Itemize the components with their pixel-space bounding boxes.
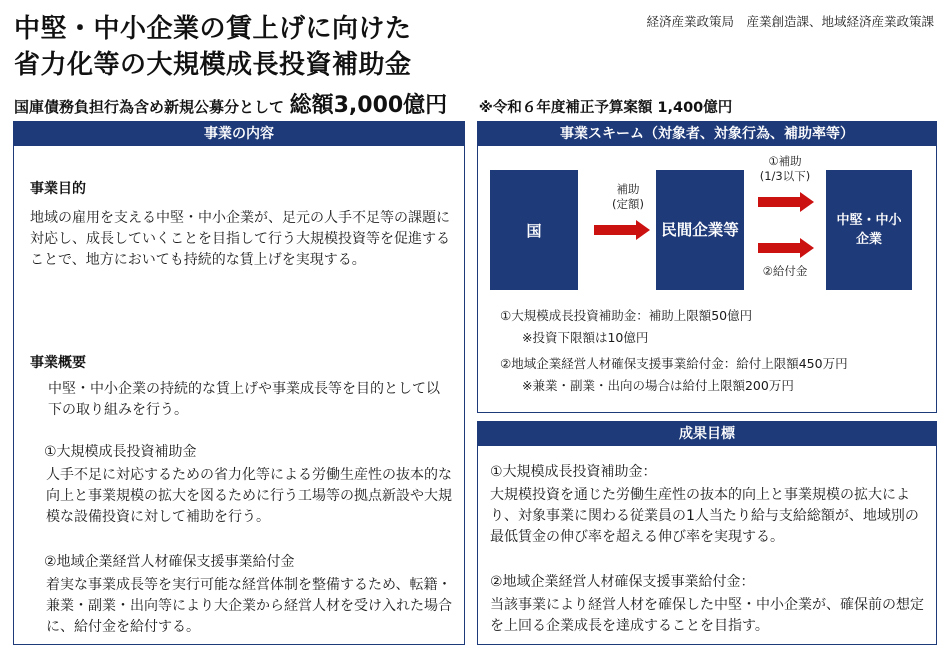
budget-lead: 国庫債務負担行為含め新規公募分として bbox=[14, 98, 285, 116]
results-panel-heading: 成果目標 bbox=[478, 422, 936, 446]
content-panel-heading: 事業の内容 bbox=[14, 122, 464, 146]
title-line-2: 省力化等の大規模成長投資補助金 bbox=[14, 50, 412, 80]
arrow3-label: ②給付金 bbox=[762, 264, 808, 278]
overview-heading: 事業概要 bbox=[30, 355, 86, 371]
budget-row bbox=[14, 88, 732, 119]
arrow1-label-line2: (定額) bbox=[612, 197, 644, 211]
item2-text: 着実な事業成長等を実行可能な経営体制を整備するため、転籍・兼業・副業・出向等により大企業から経営人材を受け入れた場合に、給付金を給付する。 bbox=[46, 577, 452, 635]
budget-total: 総額3,000億円 bbox=[289, 93, 448, 118]
budget-supplementary: ※令和６年度補正予算案額 1,400億円 bbox=[478, 100, 733, 116]
results-item1-text: 大規模投資を通じた労働生産性の抜本的向上と事業規模の拡大により、対象事業に関わる従業員の1人当たり給与支給総額が、地域別の最低賃金の伸び率を超える伸び率を実現する。 bbox=[490, 487, 919, 545]
scheme-line-2: ※投資下限額は10億円 bbox=[522, 330, 649, 345]
arrow-benefit bbox=[758, 238, 814, 258]
arrow-subsidy bbox=[758, 192, 814, 212]
arrow2-label-line1: ①補助 bbox=[768, 154, 802, 168]
arrow-country-to-private bbox=[594, 220, 650, 240]
scheme-line-1: ①大規模成長投資補助金：補助上限額50億円 bbox=[500, 308, 753, 323]
arrow2-label bbox=[750, 154, 820, 184]
box-country: 国 bbox=[490, 170, 578, 290]
content-panel bbox=[13, 121, 465, 645]
arrow1-label-line1: 補助 bbox=[616, 182, 640, 196]
item2-heading: ②地域企業経営人材確保支援事業給付金 bbox=[44, 554, 295, 570]
overview-text: 中堅・中小企業の持続的な賃上げや事業成長等を目的として以下の取り組みを行う。 bbox=[48, 381, 440, 418]
results-item1-heading: ①大規模成長投資補助金： bbox=[490, 464, 657, 480]
agency-label: 経済産業政策局 産業創造課、地域経済産業政策課 bbox=[646, 14, 934, 29]
results-item2-heading: ②地域企業経営人材確保支援事業給付金： bbox=[490, 574, 755, 590]
scheme-panel-heading: 事業スキーム（対象者、対象行為、補助率等） bbox=[478, 122, 936, 146]
scheme-panel bbox=[477, 121, 937, 413]
scheme-line-4: ※兼業・副業・出向の場合は給付上限額200万円 bbox=[522, 378, 794, 393]
arrow2-label-line2: (1/3以下) bbox=[759, 169, 811, 183]
results-panel bbox=[477, 421, 937, 645]
arrow1-label bbox=[594, 182, 662, 212]
purpose-heading: 事業目的 bbox=[30, 181, 86, 197]
title-line-1: 中堅・中小企業の賃上げに向けた bbox=[14, 14, 412, 44]
item1-text: 人手不足に対応するための省力化等による労働生産性の抜本的な向上と事業規模の拡大を図るために行う工場等の拠点新設や大規模な設備投資に対して補助を行う。 bbox=[46, 467, 452, 525]
box-sme: 中堅・中小企業 bbox=[826, 170, 912, 290]
purpose-text: 地域の雇用を支える中堅・中小企業が、足元の人手不足等の課題に対応し、成長していくことを目指して行う大規模投資等を促進することで、地方においても持続的な賃上げを実現する。 bbox=[30, 210, 450, 268]
scheme-line-3: ②地域企業経営人材確保支援事業給付金：給付上限額450万円 bbox=[500, 356, 848, 371]
item1-heading: ①大規模成長投資補助金 bbox=[44, 444, 197, 460]
results-item2-text: 当該事業により経営人材を確保した中堅・中小企業が、確保前の想定を上回る企業成長を達成することを目指す。 bbox=[490, 597, 924, 634]
box-private: 民間企業等 bbox=[656, 170, 744, 290]
